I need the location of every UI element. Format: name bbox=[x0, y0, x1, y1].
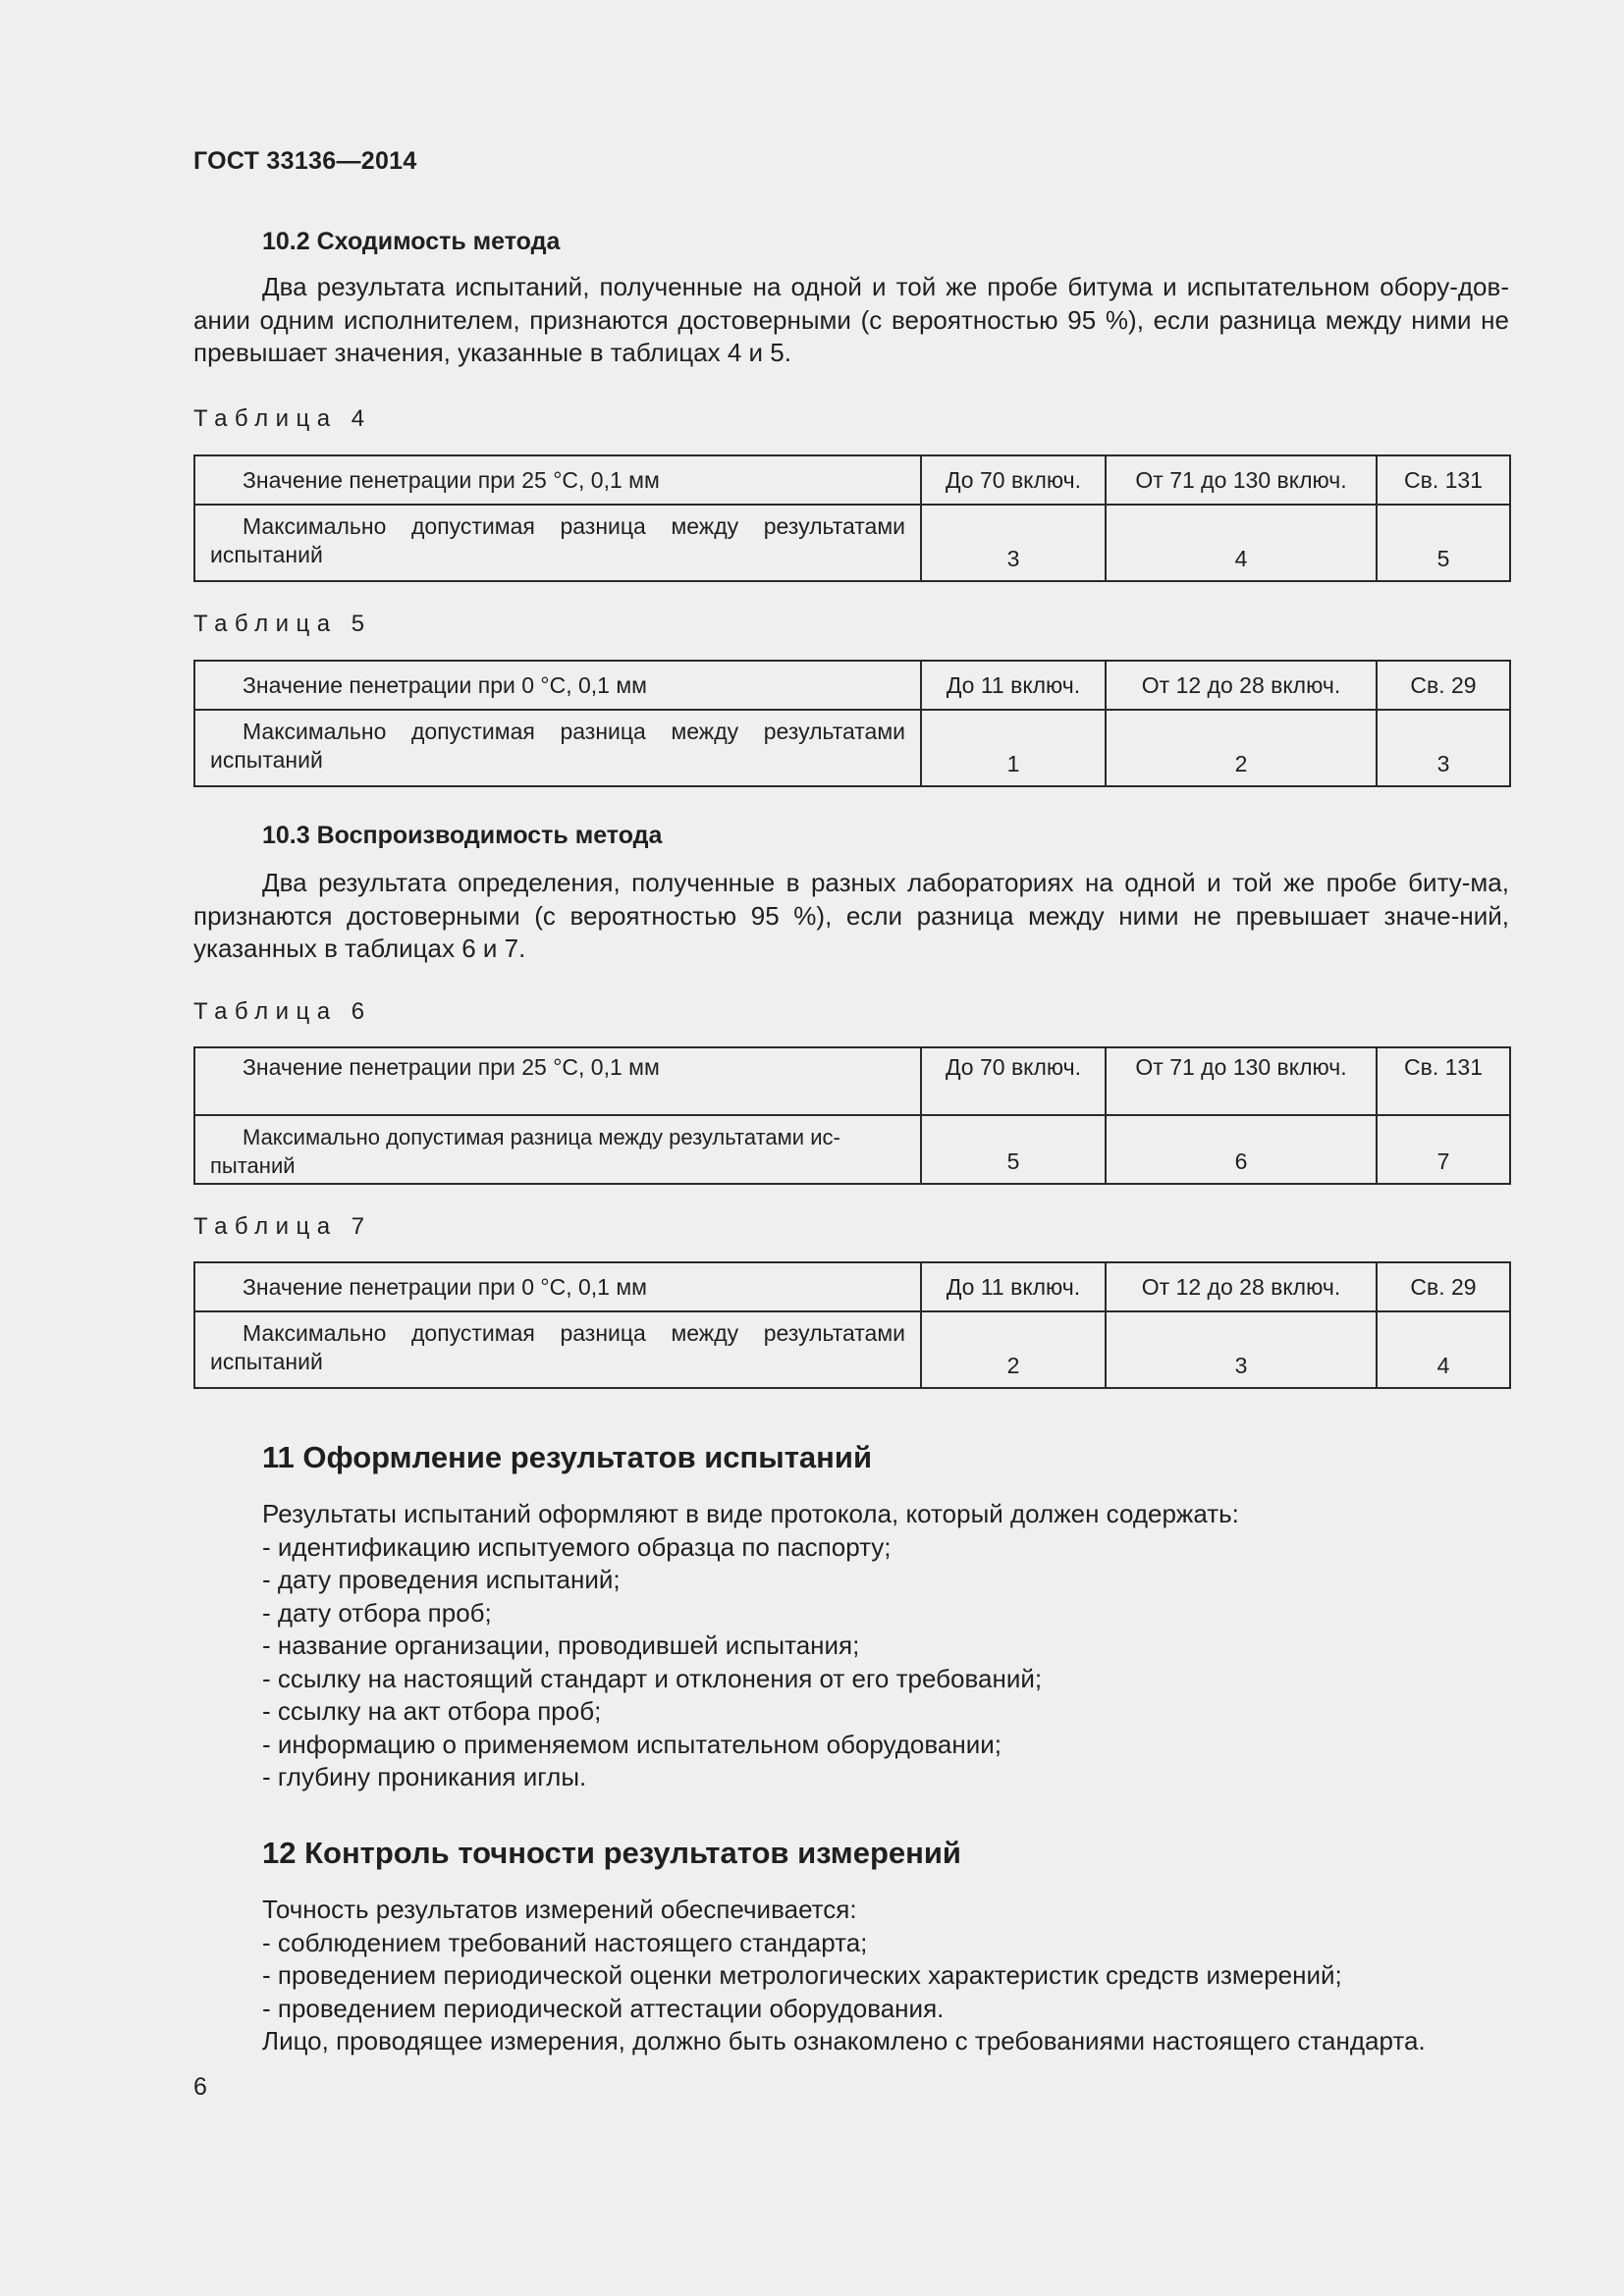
table-6-caption: Таблица 6 bbox=[193, 998, 372, 1025]
section-11-content bbox=[262, 1498, 1239, 1794]
section-10-3-text: Два результата определения, полученные в разных лабораториях на одной и той же пробе биту-ма, признаются достоверными (с вероятностью 95 %), если разница между ними не превышает значе-ний, указанных в таблицах 6 и 7. bbox=[193, 868, 1509, 963]
list-item: - дату проведения испытаний; bbox=[262, 1565, 621, 1594]
table-cell: От 12 до 28 включ. bbox=[1106, 1262, 1377, 1311]
table-7-caption: Таблица 7 bbox=[193, 1213, 372, 1240]
table-row bbox=[194, 505, 1510, 581]
section-12-intro: Точность результатов измерений обеспечивается: bbox=[262, 1895, 857, 1924]
section-11-title: 11 Оформление результатов испытаний bbox=[262, 1440, 872, 1474]
table-cell: Значение пенетрации при 25 °С, 0,1 мм bbox=[194, 1047, 921, 1115]
list-item: - идентификацию испытуемого образца по паспорту; bbox=[262, 1531, 892, 1562]
table-cell: До 11 включ. bbox=[921, 1262, 1106, 1311]
list-item: - глубину проникания иглы. bbox=[262, 1762, 587, 1791]
table-cell: Максимально допустимая разница между результатами испытаний bbox=[194, 1311, 921, 1388]
section-10-3-title: 10.3 Воспроизводимость метода bbox=[262, 822, 663, 849]
table-cell: До 70 включ. bbox=[921, 1047, 1106, 1115]
table-cell: 1 bbox=[921, 710, 1106, 786]
table-cell: Св. 131 bbox=[1377, 455, 1510, 505]
table-cell: Значение пенетрации при 0 °С, 0,1 мм bbox=[194, 1262, 921, 1311]
table-row bbox=[194, 1047, 1510, 1115]
table-cell: 7 bbox=[1377, 1115, 1510, 1184]
table-cell: Св. 29 bbox=[1377, 661, 1510, 710]
table-cell: До 70 включ. bbox=[921, 455, 1106, 505]
list-item: - ссылку на настоящий стандарт и отклонения от его требований; bbox=[262, 1663, 1043, 1693]
section-12-closing: Лицо, проводящее измерения, должно быть ознакомлено с требованиями настоящего стандарта. bbox=[262, 2026, 1426, 2056]
section-11-intro: Результаты испытаний оформляют в виде протокола, который должен содержать: bbox=[262, 1499, 1239, 1528]
page-number: 6 bbox=[193, 2073, 207, 2101]
table-cell: Св. 29 bbox=[1377, 1262, 1510, 1311]
table-cell: 4 bbox=[1377, 1311, 1510, 1388]
table-4 bbox=[193, 454, 1511, 582]
table-cell: 3 bbox=[1106, 1311, 1377, 1388]
section-10-2-text: Два результата испытаний, полученные на одной и той же пробе битума и испытательном обору-довании одним исполнителем, признаются достоверными (с вероятностью 95 %), если разница между ними не превышает значения, указанные в таблицах 4 и 5. bbox=[193, 272, 1509, 367]
table-cell: Значение пенетрации при 25 °С, 0,1 мм bbox=[194, 455, 921, 505]
table-cell: 5 bbox=[921, 1115, 1106, 1184]
list-item: - проведением периодической аттестации оборудования. bbox=[262, 1993, 945, 2023]
table-row bbox=[194, 1262, 1510, 1311]
list-item: - название организации, проводившей испытания; bbox=[262, 1630, 860, 1660]
table-row bbox=[194, 1311, 1510, 1388]
table-cell: От 71 до 130 включ. bbox=[1106, 455, 1377, 505]
table-cell: От 71 до 130 включ. bbox=[1106, 1047, 1377, 1115]
table-6 bbox=[193, 1046, 1511, 1185]
section-12-title: 12 Контроль точности результатов измерений bbox=[262, 1836, 961, 1870]
table-5 bbox=[193, 660, 1511, 787]
table-cell: Максимально допустимая разница между результатами ис-пытаний bbox=[194, 1115, 921, 1184]
document-code-header: ГОСТ 33136—2014 bbox=[193, 147, 417, 175]
table-cell: 2 bbox=[1106, 710, 1377, 786]
table-row bbox=[194, 1115, 1510, 1184]
table-row bbox=[194, 710, 1510, 786]
list-item: - информацию о применяемом испытательном оборудовании; bbox=[262, 1729, 1001, 1759]
list-item: - проведением периодической оценки метрологических характеристик средств измерений; bbox=[262, 1960, 1342, 1990]
table-cell: 3 bbox=[921, 505, 1106, 581]
table-cell: Значение пенетрации при 0 °С, 0,1 мм bbox=[194, 661, 921, 710]
list-item: - ссылку на акт отбора проб; bbox=[262, 1696, 602, 1726]
table-cell: От 12 до 28 включ. bbox=[1106, 661, 1377, 710]
table-row bbox=[194, 661, 1510, 710]
table-cell: До 11 включ. bbox=[921, 661, 1106, 710]
table-cell: Максимально допустимая разница между результатами испытаний bbox=[194, 505, 921, 581]
list-item: - дату отбора проб; bbox=[262, 1597, 492, 1628]
table-cell: Св. 131 bbox=[1377, 1047, 1510, 1115]
table-cell: 6 bbox=[1106, 1115, 1377, 1184]
table-7 bbox=[193, 1261, 1511, 1389]
table-row bbox=[194, 455, 1510, 505]
table-cell: 3 bbox=[1377, 710, 1510, 786]
table-cell: Максимально допустимая разница между результатами испытаний bbox=[194, 710, 921, 786]
table-cell: 5 bbox=[1377, 505, 1510, 581]
table-cell: 2 bbox=[921, 1311, 1106, 1388]
list-item: - соблюдением требований настоящего стандарта; bbox=[262, 1927, 868, 1957]
section-12-content bbox=[262, 1894, 1426, 2058]
table-4-caption: Таблица 4 bbox=[193, 405, 372, 432]
section-10-2-title: 10.2 Сходимость метода bbox=[262, 228, 561, 255]
table-5-caption: Таблица 5 bbox=[193, 611, 372, 637]
table-cell: 4 bbox=[1106, 505, 1377, 581]
